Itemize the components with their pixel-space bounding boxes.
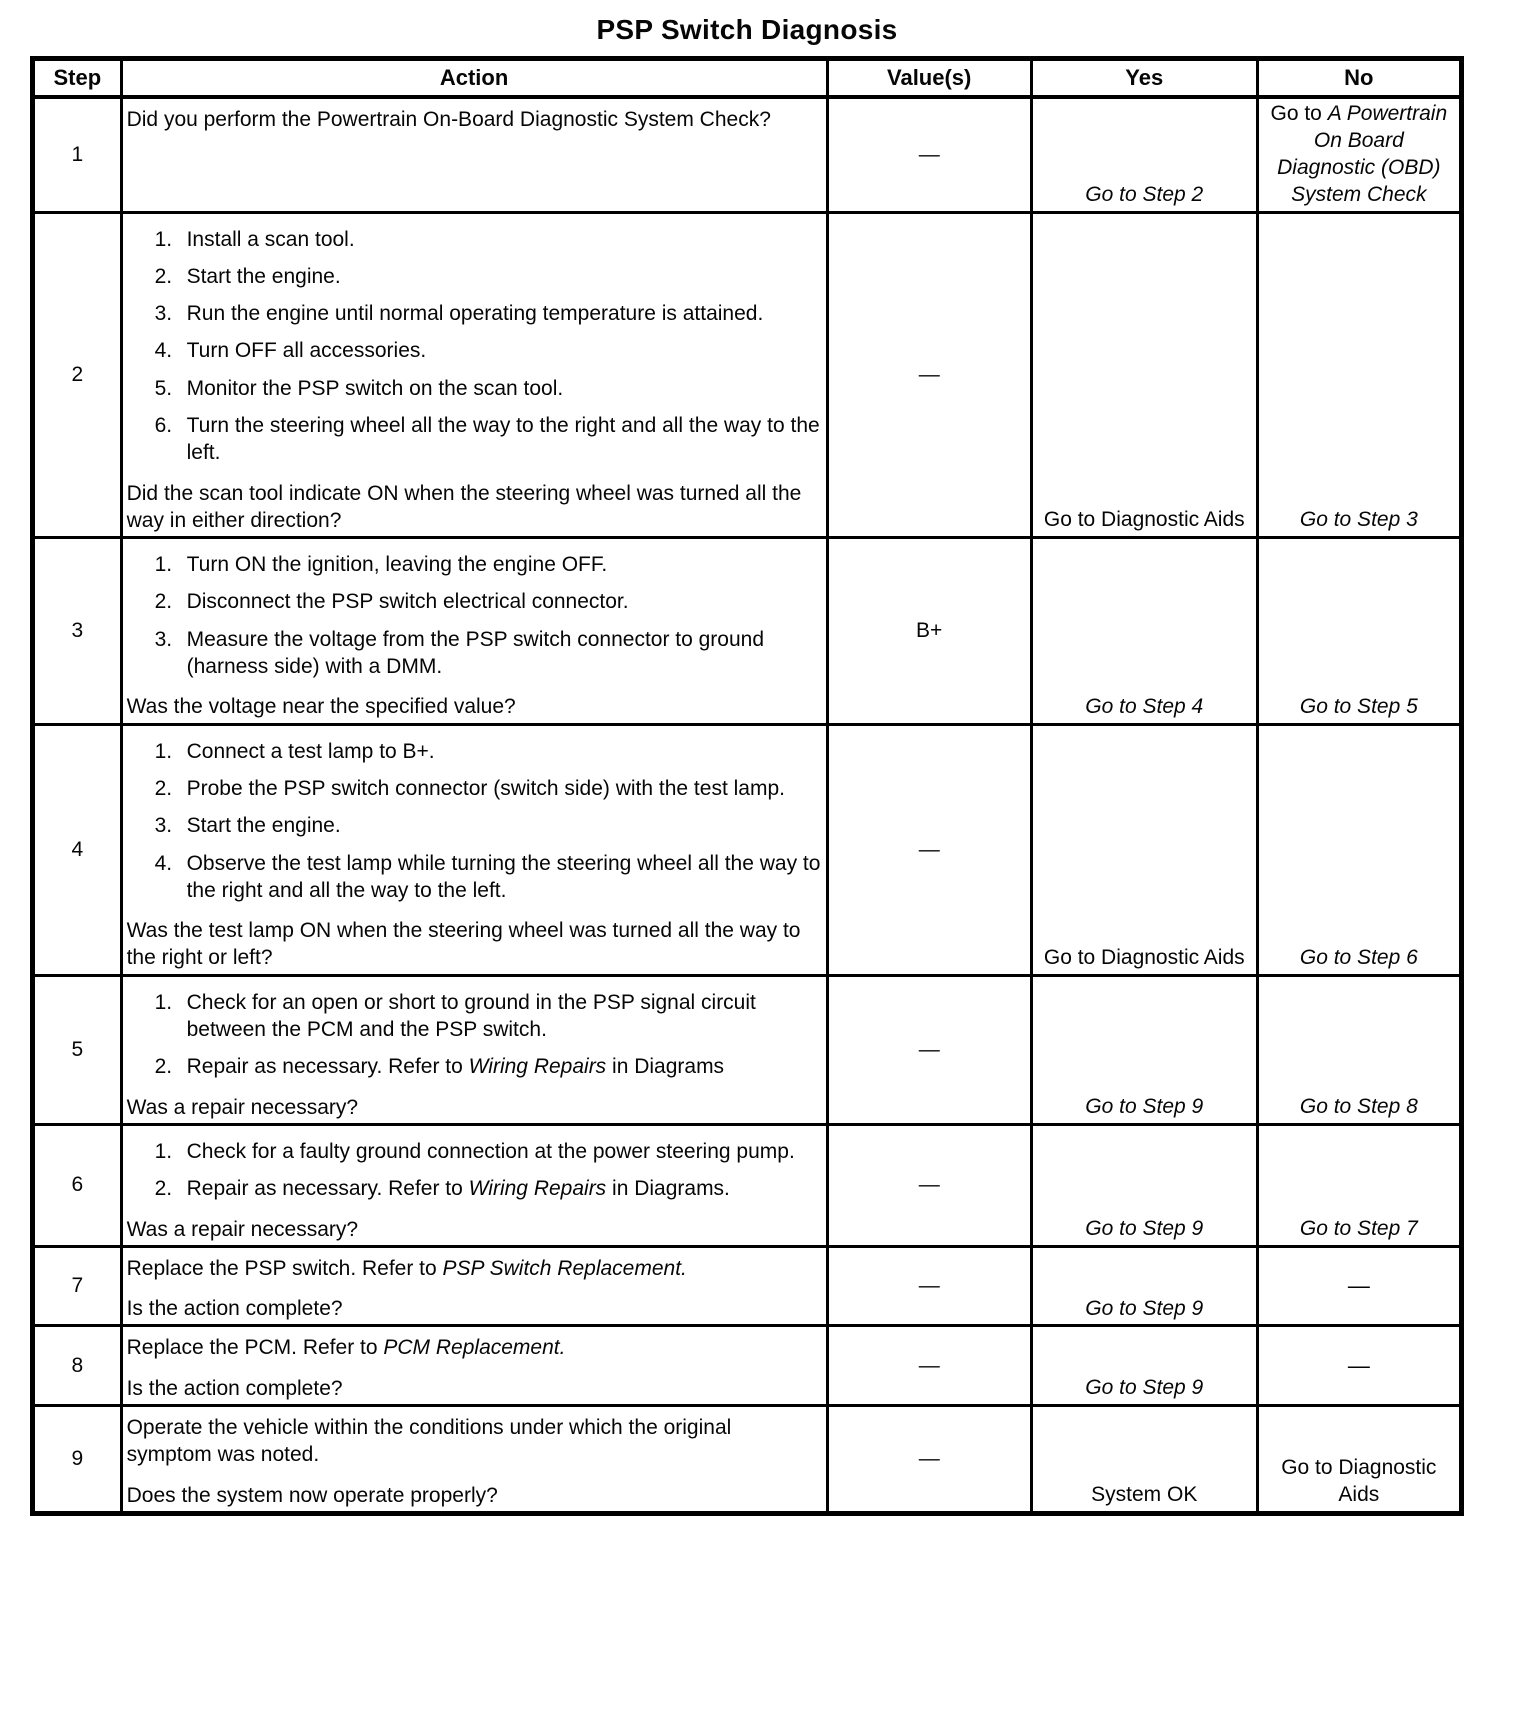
no-cell: — [1257,1246,1461,1326]
yes-cell: Go to Step 9 [1031,1124,1257,1246]
item-number: 1. [154,1139,173,1163]
no-cell: Go to Step 5 [1257,538,1461,724]
item-number: 4. [154,339,173,363]
item-number: 4. [154,851,173,875]
item-text: Repair as necessary. Refer to Wiring Repairs in Diagrams [186,1055,725,1079]
action-item [127,412,822,467]
column-header-no: No [1257,59,1461,98]
table-header [33,59,1462,98]
item-number: 1. [154,739,173,763]
no-cell: Go to Step 8 [1257,975,1461,1124]
action-cell [121,97,827,212]
column-header-action: Action [121,59,827,98]
value-cell: — [827,975,1031,1124]
action-item [127,263,822,290]
yes-cell: Go to Step 9 [1031,975,1257,1124]
yes-cell: Go to Step 4 [1031,538,1257,724]
item-text: Observe the test lamp while turning the steering wheel all the way to the right and all the way to the left. [186,851,821,902]
step-cell: 1 [33,97,122,212]
item-text: Run the engine until normal operating temperature is attained. [186,302,764,326]
action-text: Operate the vehicle within the conditions under which the original symptom was noted. [126,1416,732,1467]
yes-cell: Go to Step 2 [1031,97,1257,212]
action-question: Was a repair necessary? [126,1095,359,1119]
action-item [127,738,822,765]
table-row [33,538,1462,724]
item-number: 5. [154,376,173,400]
value-cell: — [827,1246,1031,1326]
item-text: Turn ON the ignition, leaving the engine OFF. [186,553,608,577]
step-cell: 8 [33,1326,122,1406]
action-question: Is the action complete? [126,1376,343,1400]
item-text: Monitor the PSP switch on the scan tool. [186,376,564,400]
value-cell: — [827,97,1031,212]
action-item [127,812,822,839]
yes-cell: Go to Step 9 [1031,1326,1257,1406]
yes-cell: System OK [1031,1406,1257,1514]
action-item [127,1053,822,1080]
item-text: Start the engine. [186,264,341,288]
item-text: Check for a faulty ground connection at the power steering pump. [186,1139,795,1163]
action-item [127,989,822,1044]
action-cell [121,1246,827,1326]
action-item [127,337,822,364]
table-row [33,1326,1462,1406]
action-item [127,775,822,802]
action-question: Was a repair necessary? [126,1217,359,1241]
action-text: Replace the PSP switch. Refer to PSP Switch Replacement. [126,1256,687,1280]
action-item [127,1138,822,1165]
action-cell [121,1124,827,1246]
value-cell: — [827,724,1031,975]
action-item [127,300,822,327]
yes-cell: Go to Step 9 [1031,1246,1257,1326]
item-number: 3. [154,302,173,326]
action-cell [121,1326,827,1406]
action-item [127,375,822,402]
item-text: Check for an open or short to ground in the PSP signal circuit between the PCM and the PSP switch. [186,990,756,1042]
action-text: Did you perform the Powertrain On-Board Diagnostic System Check? [126,108,771,131]
item-number: 1. [154,990,173,1014]
item-text: Turn the steering wheel all the way to the right and all the way to the left. [186,413,820,465]
item-number: 2. [154,1055,173,1079]
header-row [33,59,1462,98]
action-question: Did the scan tool indicate ON when the steering wheel was turned all the way in either direction? [126,481,802,532]
action-item [127,626,822,681]
step-cell: 2 [33,212,122,538]
action-cell [121,724,827,975]
action-item [127,850,822,905]
value-cell: — [827,1326,1031,1406]
no-cell: Go to Step 7 [1257,1124,1461,1246]
column-header-step: Step [33,59,122,98]
table-row [33,1246,1462,1326]
value-cell: — [827,1124,1031,1246]
value-cell: — [827,212,1031,538]
item-number: 3. [154,814,173,838]
action-question: Was the voltage near the specified value? [126,695,516,719]
action-cell [121,212,827,538]
item-number: 2. [154,264,173,288]
item-text: Measure the voltage from the PSP switch connector to ground (harness side) with a DMM. [186,627,765,679]
item-text: Install a scan tool. [186,227,355,251]
action-cell [121,975,827,1124]
item-number: 2. [154,590,173,614]
step-cell: 7 [33,1246,122,1326]
action-item [127,1175,822,1202]
action-cell [121,538,827,724]
item-number: 2. [154,1177,173,1201]
action-item [127,551,822,578]
table-row [33,97,1462,212]
step-cell: 4 [33,724,122,975]
diagnosis-table [30,56,1464,1516]
action-question: Was the test lamp ON when the steering wheel was turned all the way to the right or left? [126,919,801,970]
table-row [33,724,1462,975]
action-question: Does the system now operate properly? [126,1483,498,1507]
item-text: Turn OFF all accessories. [186,339,427,363]
item-text: Probe the PSP switch connector (switch side) with the test lamp. [186,776,785,800]
table-row [33,1124,1462,1246]
action-question: Is the action complete? [126,1297,343,1321]
value-cell: B+ [827,538,1031,724]
item-number: 2. [154,776,173,800]
no-cell: Go to Diagnostic Aids [1257,1406,1461,1514]
yes-cell: Go to Diagnostic Aids [1031,724,1257,975]
item-number: 3. [154,627,173,651]
table-row [33,212,1462,538]
item-text: Repair as necessary. Refer to Wiring Repairs in Diagrams. [186,1177,730,1201]
column-header-values: Value(s) [827,59,1031,98]
step-cell: 9 [33,1406,122,1514]
table-row [33,1406,1462,1514]
item-number: 1. [154,227,173,251]
action-item [127,226,822,253]
item-text: Start the engine. [186,814,341,838]
step-cell: 5 [33,975,122,1124]
column-header-yes: Yes [1031,59,1257,98]
no-cell: — [1257,1326,1461,1406]
table-row [33,975,1462,1124]
step-cell: 3 [33,538,122,724]
no-cell: Go to Step 6 [1257,724,1461,975]
table-body [33,97,1462,1513]
page-title: PSP Switch Diagnosis [596,14,898,45]
action-cell [121,1406,827,1514]
step-cell: 6 [33,1124,122,1246]
no-cell: Go to A Powertrain On Board Diagnostic (OBD) System Check [1257,97,1461,212]
item-text: Connect a test lamp to B+. [186,739,435,763]
item-number: 6. [154,413,173,437]
yes-cell: Go to Diagnostic Aids [1031,212,1257,538]
action-item [127,588,822,615]
item-text: Disconnect the PSP switch electrical connector. [186,590,629,614]
no-cell: Go to Step 3 [1257,212,1461,538]
value-cell: — [827,1406,1031,1514]
action-text: Replace the PCM. Refer to PCM Replacement. [126,1336,566,1360]
item-number: 1. [154,553,173,577]
